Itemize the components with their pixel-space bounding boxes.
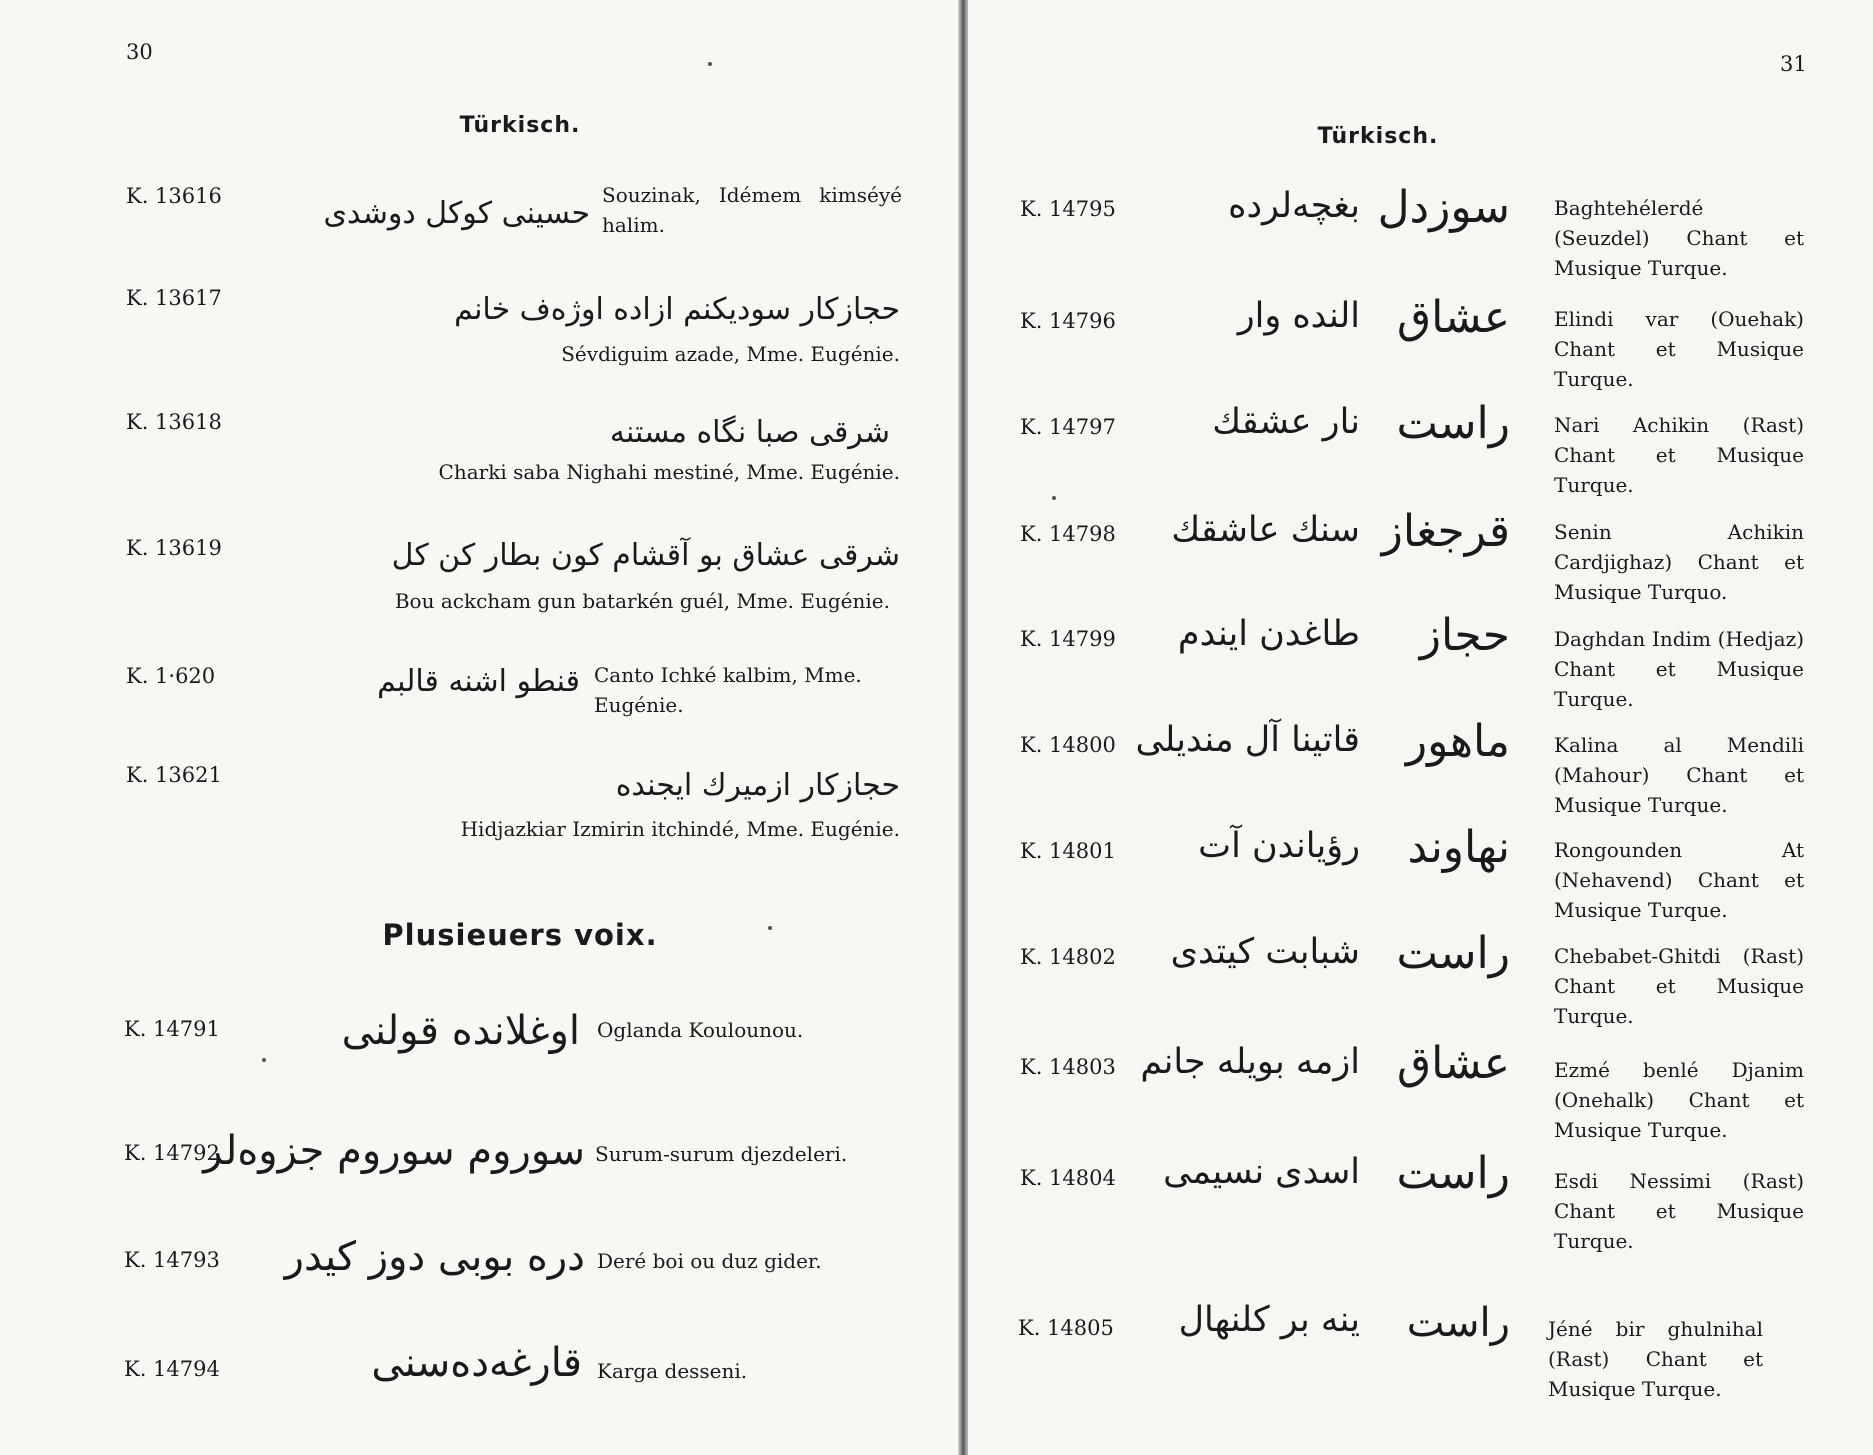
makam-name: ماهور	[1405, 716, 1510, 767]
entry-description: Jéné bir ghulnihal (Rast) Chant et Musique Turque.	[1548, 1317, 1763, 1401]
arabic-title: دره بوبی دوز کیدر	[284, 1234, 585, 1280]
makam-name: حجاز	[1419, 610, 1510, 661]
print-speck	[768, 926, 772, 930]
catalog-number: K. 1·620	[126, 664, 216, 688]
arabic-title: شرقی صبا نگاه مستنه	[609, 415, 890, 450]
arabic-title: شبابت کیتدی	[1170, 932, 1360, 972]
section-heading: Plusieuers voix.	[382, 918, 658, 952]
entry-description: Baghtehélerdé (Seuzdel) Chant et Musique Turque.	[1554, 196, 1804, 280]
entry-description: Canto Ichké kalbim, Mme. Eugénie.	[594, 663, 862, 717]
page-heading-left: Türkisch.	[459, 113, 581, 138]
makam-name: قرجغاز	[1381, 506, 1510, 557]
print-speck	[1052, 496, 1056, 500]
catalog-number: K. 14799	[1020, 627, 1116, 651]
catalog-number: K. 14794	[124, 1357, 220, 1381]
catalog-number: K. 14802	[1020, 945, 1116, 969]
entry-description: Hidjazkiar Izmirin itchindé, Mme. Eugénie.	[460, 817, 900, 841]
page-number-right: 31	[1780, 52, 1807, 76]
catalog-number: K. 13617	[126, 286, 222, 310]
entry-description: Surum-surum djezdeleri.	[595, 1142, 848, 1166]
entry-description: Bou ackcham gun batarkén guél, Mme. Eugénie.	[394, 589, 890, 613]
arabic-title: طاغدن ایندم	[1177, 614, 1360, 654]
entry-description: Elindi var (Ouehak) Chant et Musique Turque.	[1554, 307, 1804, 391]
entry-description: Rongounden At (Nehavend) Chant et Musique Turque.	[1554, 838, 1804, 922]
entry-description: Nari Achikin (Rast) Chant et Musique Turque.	[1554, 413, 1804, 497]
arabic-title: سنك عاشقك	[1171, 510, 1360, 550]
catalog-number: K. 14791	[124, 1017, 220, 1041]
arabic-title: ازمه بویله جانم	[1140, 1042, 1360, 1082]
makam-name: راست	[1396, 928, 1510, 979]
catalog-number: K. 14804	[1020, 1166, 1116, 1190]
entry-description: Oglanda Koulounou.	[597, 1018, 804, 1042]
catalog-number: K. 14795	[1020, 197, 1116, 221]
catalog-number: K. 14800	[1020, 733, 1116, 757]
print-speck	[708, 62, 712, 66]
entry-description: Esdi Nessimi (Rast) Chant et Musique Turque.	[1554, 1169, 1804, 1253]
catalog-number: K. 14798	[1020, 522, 1116, 546]
right-page	[968, 0, 1873, 1455]
catalog-number: K. 13621	[126, 763, 222, 787]
entry-description: Karga desseni.	[597, 1359, 748, 1383]
arabic-title: قارغەدەسنی	[371, 1340, 582, 1386]
entry-description: Senin Achikin Cardjighaz) Chant et Musique Turquo.	[1554, 520, 1804, 604]
entry-description: Kalina al Mendili (Mahour) Chant et Musique Turque.	[1554, 733, 1804, 817]
entry-description: Deré boi ou duz gider.	[597, 1249, 822, 1273]
catalog-number: K. 14796	[1020, 309, 1116, 333]
arabic-title: قاتینا آل مندیلی	[1135, 720, 1360, 760]
makam-name: راست	[1396, 1148, 1510, 1199]
entry-description: Souzinak, Idémem kimséyé halim.	[602, 183, 902, 237]
catalog-number: K. 14793	[124, 1248, 220, 1272]
arabic-title: حسینی کوکل دوشدی	[323, 196, 590, 231]
page-heading-right: Türkisch.	[1317, 124, 1439, 149]
arabic-title: حجازکار سودیکنم ازاده اوژەف خانم	[454, 292, 900, 327]
arabic-title: اوغلانده قولنی	[341, 1008, 580, 1054]
catalog-number: K. 13616	[126, 184, 222, 208]
arabic-title: بغچەلردە	[1228, 186, 1360, 226]
catalog-number: K. 14792	[124, 1141, 220, 1165]
makam-name: عشاق	[1396, 292, 1510, 343]
arabic-title: شرقی عشاق بو آقشام کون بطار کن کل	[391, 538, 900, 573]
makam-name: راست	[1396, 398, 1510, 449]
print-speck	[262, 1058, 266, 1062]
entry-description: Daghdan Indim (Hedjaz) Chant et Musique Turque.	[1554, 627, 1804, 711]
arabic-title: رؤیاندن آت	[1198, 826, 1360, 866]
arabic-title: حجازکار ازمیرك ایجنده	[615, 768, 900, 803]
catalog-number: K. 13619	[126, 536, 222, 560]
makam-name: نهاوند	[1407, 822, 1510, 873]
entry-description: Ezmé benlé Djanim (Onehalk) Chant et Musique Turque.	[1554, 1058, 1804, 1142]
arabic-title: قنطو اشنه قالبم	[377, 664, 580, 699]
catalog-number: K. 14797	[1020, 415, 1116, 439]
makam-name: راست	[1406, 1300, 1510, 1346]
makam-name: سوزدل	[1377, 182, 1510, 233]
catalog-number: K. 14801	[1020, 839, 1116, 863]
page-number-left: 30	[126, 40, 153, 64]
makam-name: عشاق	[1396, 1038, 1510, 1089]
catalog-number: K. 13618	[126, 410, 222, 434]
entry-description: Chebabet-Ghitdi (Rast) Chant et Musique Turque.	[1554, 944, 1804, 1028]
arabic-title: الندە وار	[1237, 296, 1360, 336]
entry-description: Sévdiguim azade, Mme. Eugénie.	[561, 342, 900, 366]
catalog-number: K. 14803	[1020, 1055, 1116, 1079]
arabic-title: ینه بر کلنهال	[1178, 1300, 1360, 1340]
arabic-title: سوروم سوروم جزوەلر	[203, 1128, 585, 1174]
entry-description: Charki saba Nighahi mestiné, Mme. Eugénie.	[438, 460, 900, 484]
arabic-title: نار عشقك	[1212, 402, 1360, 442]
arabic-title: اسدی نسیمی	[1163, 1152, 1360, 1192]
catalog-number: K. 14805	[1018, 1316, 1114, 1340]
